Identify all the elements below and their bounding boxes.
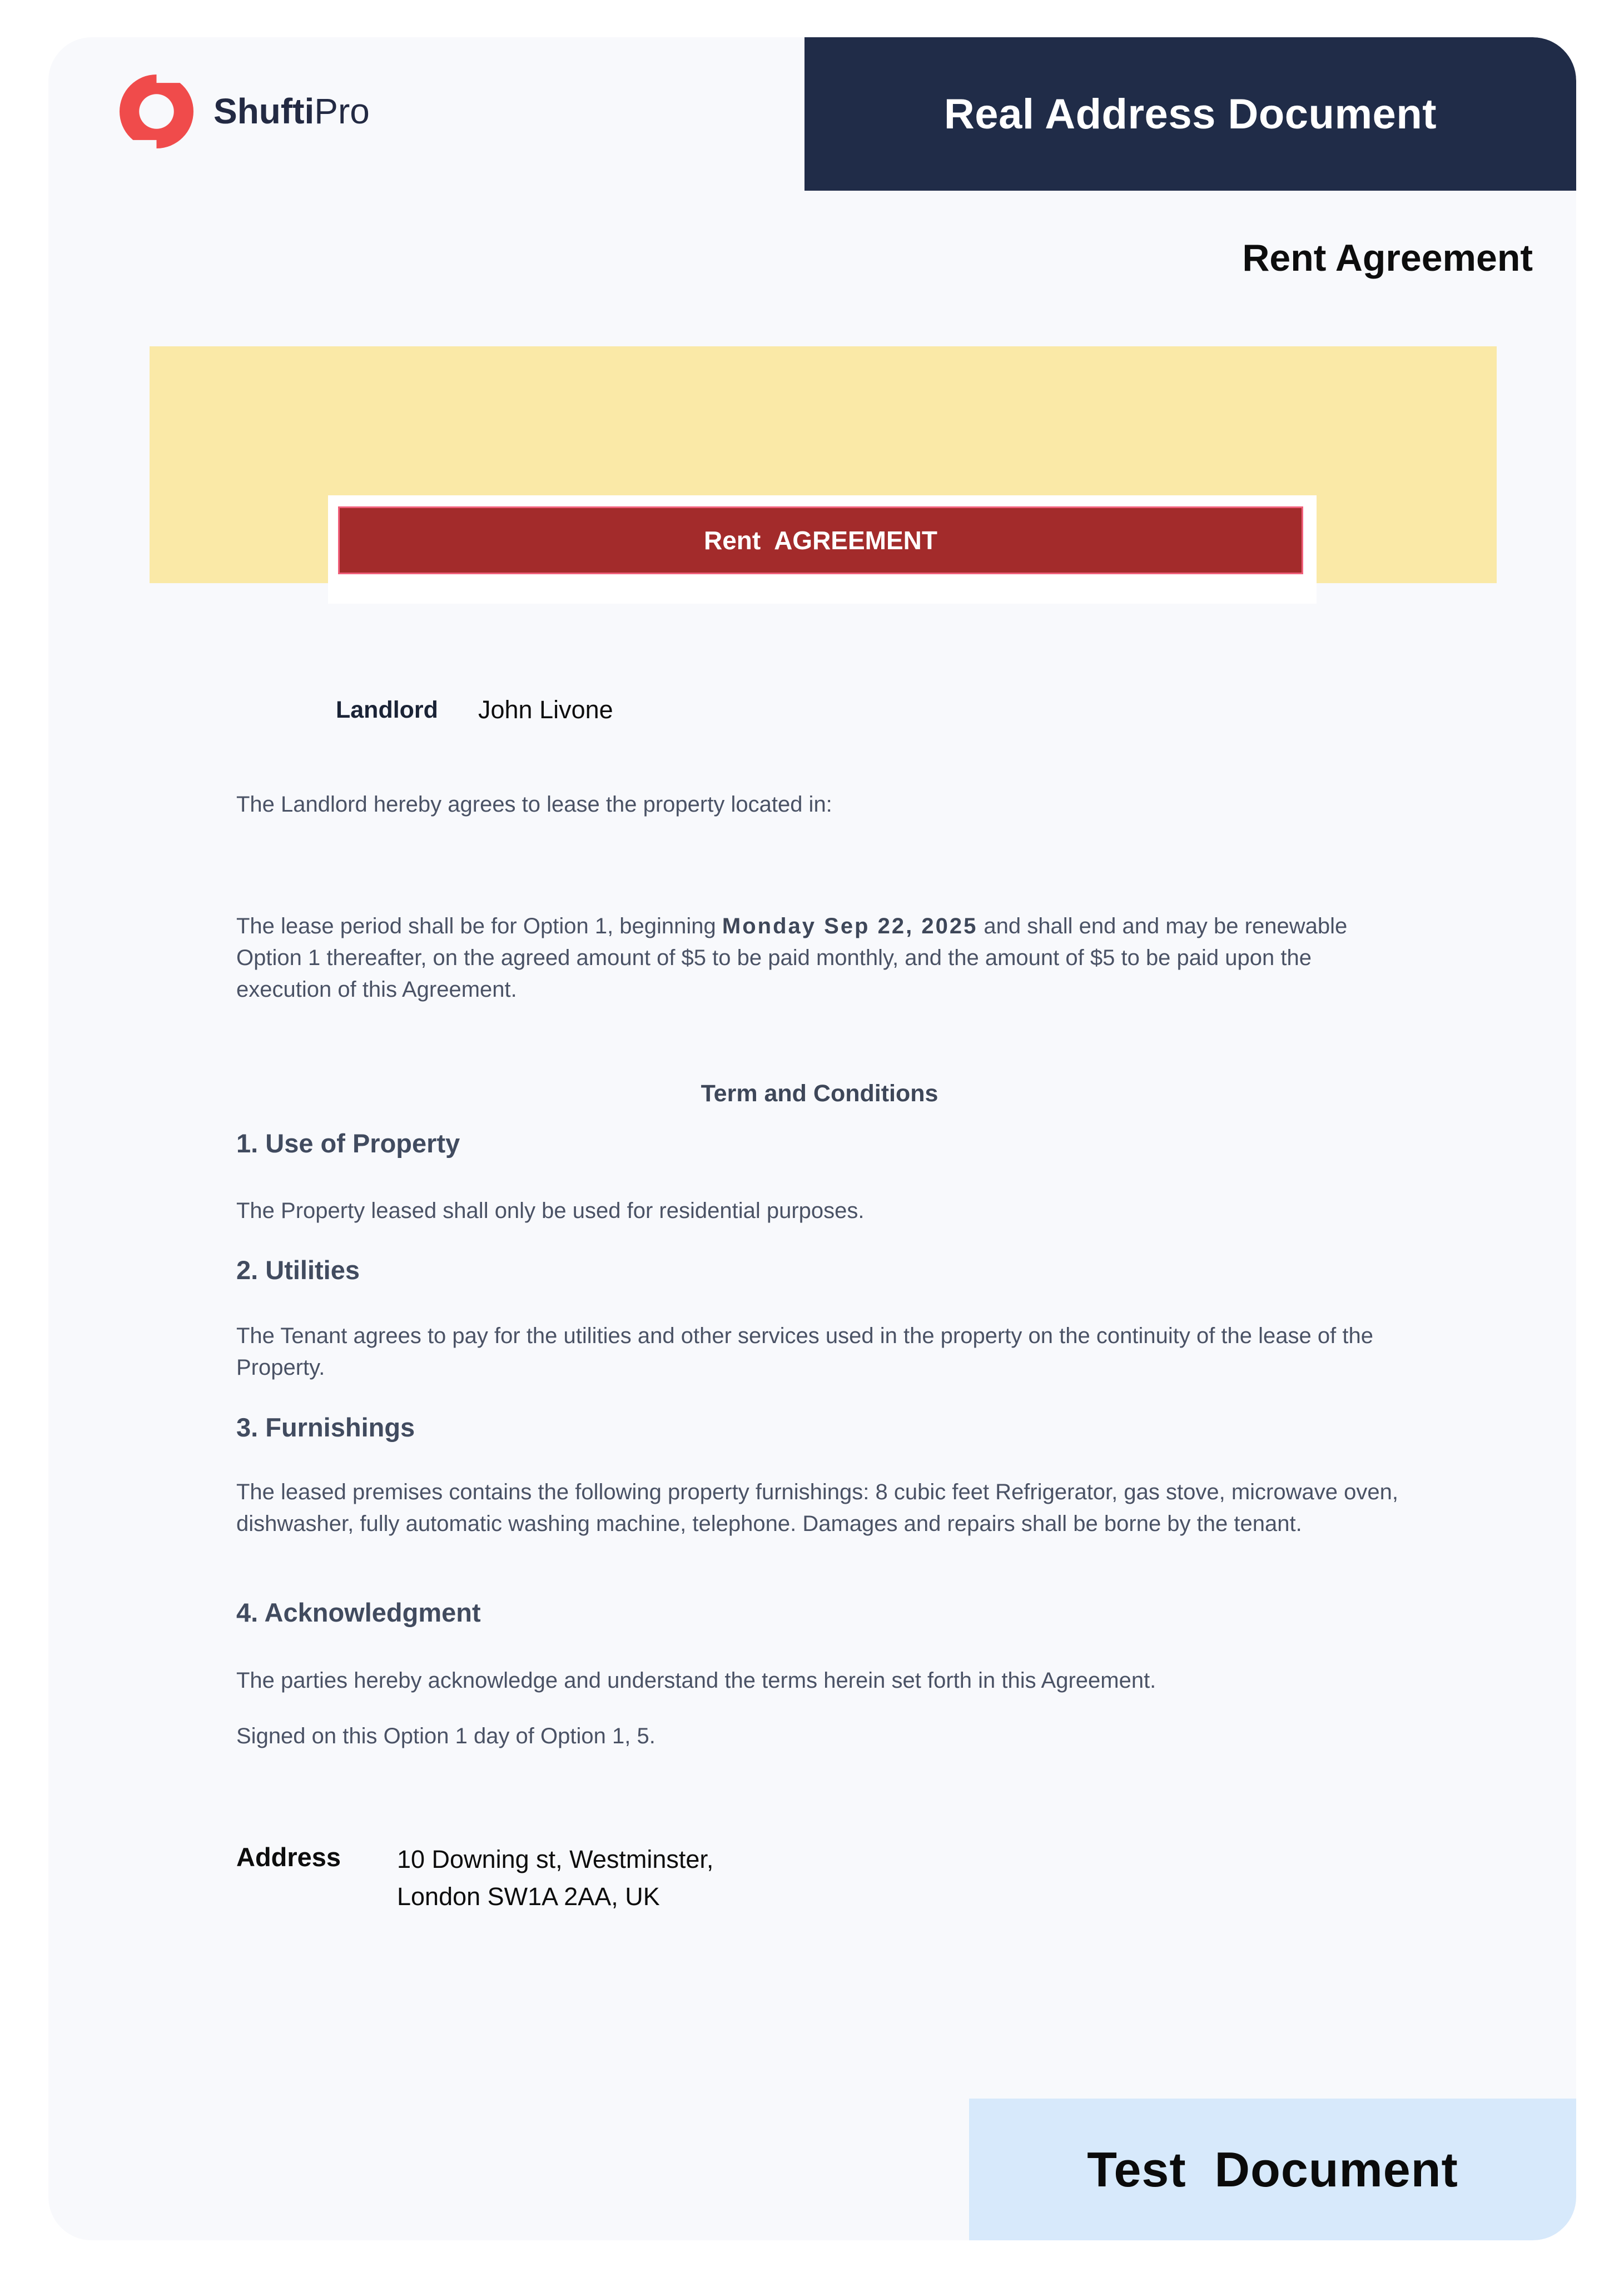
section-body-use-of-property: The Property leased shall only be used for residential purposes. (236, 1199, 865, 1223)
header-banner (804, 37, 1576, 191)
section-heading-use-of-property: 1. Use of Property (236, 1128, 460, 1158)
section-heading-utilities: 2. Utilities (236, 1255, 360, 1285)
ribbon (338, 506, 1303, 574)
section-heading-furnishings: 3. Furnishings (236, 1413, 415, 1442)
address-line-1: 10 Downing st, Westminster, (397, 1845, 714, 1873)
ribbon-box (328, 495, 1317, 604)
brand-wordmark-bold: Shufti (213, 91, 315, 131)
brand-wordmark-light: Pro (314, 91, 370, 131)
ribbon-title: Rent AGREEMENT (704, 526, 937, 555)
lease-after-date: and shall end and may be renewable Option 1 thereafter, on the agreed amount of $5 to be paid monthly, and the amount of $5 to be paid upon the execution of this Agreement. (236, 914, 1348, 1002)
section-body-furnishings: The leased premises contains the following property furnishings: 8 cubic feet Refrigerator, gas stove, microwave oven, dishwasher, fully automatic washing machine, telephone. Damages and repairs shall be borne by the tenant. (236, 1480, 1398, 1536)
shuftipro-logo-icon (120, 74, 193, 148)
test-document-badge (969, 2099, 1576, 2240)
page-title: Rent Agreement (1242, 237, 1533, 279)
lease-paragraph (236, 911, 1403, 1006)
section-heading-acknowledgment: 4. Acknowledgment (236, 1598, 481, 1627)
brand (120, 74, 370, 148)
brand-wordmark (213, 91, 370, 132)
lease-date: Monday Sep 22, 2025 (722, 914, 978, 938)
landlord-label: Landlord (336, 697, 438, 723)
landlord-name: John Livone (478, 695, 613, 724)
header-banner-title: Real Address Document (943, 90, 1437, 138)
intro-paragraph: The Landlord hereby agrees to lease the property located in: (236, 792, 832, 817)
signed-line: Signed on this Option 1 day of Option 1, 5. (236, 1724, 655, 1748)
lease-before-date: The lease period shall be for Option 1, beginning (236, 914, 722, 938)
document-card (48, 37, 1576, 2240)
address-line-2: London SW1A 2AA, UK (397, 1882, 660, 1911)
address-label: Address (236, 1842, 341, 1872)
test-document-badge-label: Test Document (1087, 2141, 1458, 2197)
terms-heading: Term and Conditions (701, 1080, 938, 1107)
section-body-utilities: The Tenant agrees to pay for the utilities and other services used in the property on the continuity of the lease of the Property. (236, 1324, 1373, 1380)
section-body-acknowledgment: The parties hereby acknowledge and understand the terms herein set forth in this Agreement. (236, 1668, 1156, 1693)
address-block (397, 1841, 713, 1915)
